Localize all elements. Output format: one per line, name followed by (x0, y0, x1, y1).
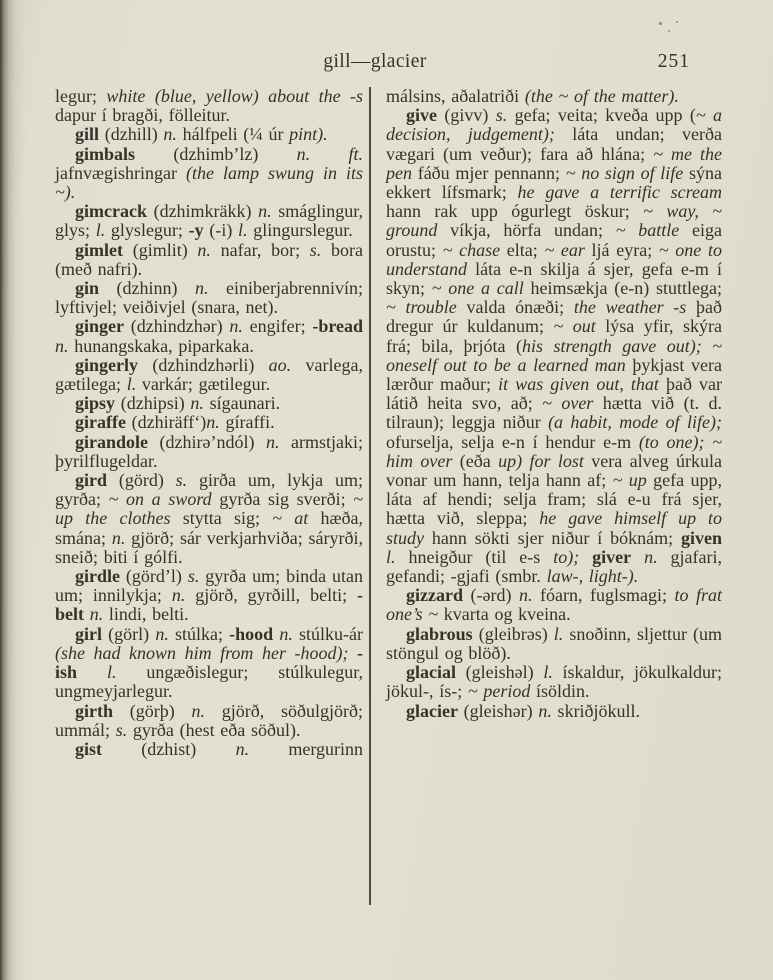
dictionary-entry: give (givv) s. gefa; veita; kveða upp (~ a decision, judgement); láta undan; verða vægari (um veður); fara að hlána; ~ me the pen fáðu mjer pennann; ~ no sign of life sýna ekkert lífsmark; he gave a terrific scream hann rak upp ógurlegt öskur; ~ way, ~ ground víkja, hörfa undan; ~ battle eiga orustu; ~ chase elta; ~ ear ljá eyra; ~ one to understand láta e-n skilja á sjer, gefa e-m í skyn; ~ one a call heimsækja (e-n) stuttlega; ~ trouble valda ónæði; the weather -s það dregur úr kuldanum; ~ out lýsa yfir, skýra frá; bila, þrjóta (his strength gave out); ~ oneself out to be a learned man þykjast vera lærður maður; it was given out, that það var látið heita svo, að; ~ over hætta við (t. d. tilraun); leggja niður (a habit, mode of life); ofurselja, selja e-n í hendur e-m (to one); ~ him over (eða up) for lost vera alveg úrkula vonar um hann, telja hann af; ~ up gefa upp, láta af hendi; selja fram; slá e-u frá sjer, hætta við, sleppa; he gave himself up to study hann sökti sjer niður í bóknám; given l. hneigður (til e-s to); giver n. gjafari, gefandi; -gjafi (smbr. law-, light-). (386, 105, 723, 587)
dictionary-entry: gin (dzhinn) n. einiberjabrennivín; lyftivjel; veiðivjel (snara, net). (55, 278, 363, 318)
dictionary-entry: ginger (dzhindzhər) n. engifer; -bread n. hunangskaka, piparkaka. (55, 316, 363, 356)
dictionary-entry: gird (görd) s. girða um, lykja um; gyrða; ~ on a sword gyrða sig sverði; ~ up the clothes stytta sig; ~ at hæða, smána; n. gjörð; sár verkjarhviða; sáryrði, sneið; biti í gólfi. (55, 470, 364, 567)
dictionary-entry: gimcrack (dzhimkräkk) n. smáglingur, glys; l. glyslegur; -y (-i) l. glingurslegur. (55, 201, 363, 241)
dictionary-entry: gingerly (dzhindzhərli) ao. varlega, gætilega; l. varkár; gætilegur. (55, 354, 363, 395)
text-block (55, 87, 722, 905)
dictionary-entry: glacier (gleishər) n. skriðjökull. (406, 700, 641, 721)
dictionary-entry: gimlet (gimlit) n. nafar, bor; s. bora (með nafri). (55, 239, 363, 279)
dictionary-entry: gill (dzhill) n. hálfpeli (¼ úr pint). (75, 124, 328, 145)
running-header-title: gill—glacier (323, 51, 427, 72)
dictionary-entry: málsins, aðalatriði (the ~ of the matter). (386, 86, 679, 106)
column-right (371, 87, 722, 905)
page-gutter-shadow (0, 0, 26, 980)
dictionary-entry: girdle (görd’l) s. gyrða um; binda utan um; innilykja; n. gjörð, gyrðill, belti; -belt n. lindi, belti. (55, 566, 363, 625)
dictionary-entry: girl (görl) n. stúlka; -hood n. stúlku-ár (she had known him from her -hood); -ish l. ungæðislegur; stúlkulegur, ungmeyjarlegur. (55, 623, 364, 702)
dictionary-entry: gimbals (dzhimb’lz) n. ft. jafnvægishringar (the lamp swung in its ~). (55, 143, 363, 203)
dictionary-entry: gizzard (-ərd) n. fóarn, fuglsmagi; to frat one’s ~ kvarta og kveina. (386, 585, 722, 625)
dictionary-entry: glacial (gleishəl) l. ískaldur, jökulkaldur; jökul-, ís-; ~ period ísöldin. (386, 662, 722, 702)
page-number: 251 (657, 51, 690, 72)
dictionary-entry: gipsy (dzhipsi) n. sígaunari. (75, 393, 281, 414)
dictionary-entry: girandole (dzhirə’ndól) n. armstjaki; þyrilflugeldar. (55, 431, 363, 471)
scan-speck (659, 22, 662, 25)
scan-speck (668, 30, 670, 32)
dictionary-entry: giraffe (dzhiräff‘)n. gíraffi. (75, 412, 275, 433)
dictionary-entry: gist (dzhist) n. mergurinn (75, 738, 364, 759)
scan-speck (676, 21, 678, 23)
dictionary-entry: girth (görþ) n. gjörð, söðulgjörð; ummál; s. gyrða (hest eða söðul). (55, 700, 363, 740)
dictionary-entry: glabrous (gleibrəs) l. snoðinn, sljettur (um stöngul og blöð). (386, 623, 722, 663)
column-left (55, 87, 369, 905)
dictionary-entry: legur; white (blue, yellow) about the -s dapur í bragði, fölleitur. (55, 86, 364, 126)
